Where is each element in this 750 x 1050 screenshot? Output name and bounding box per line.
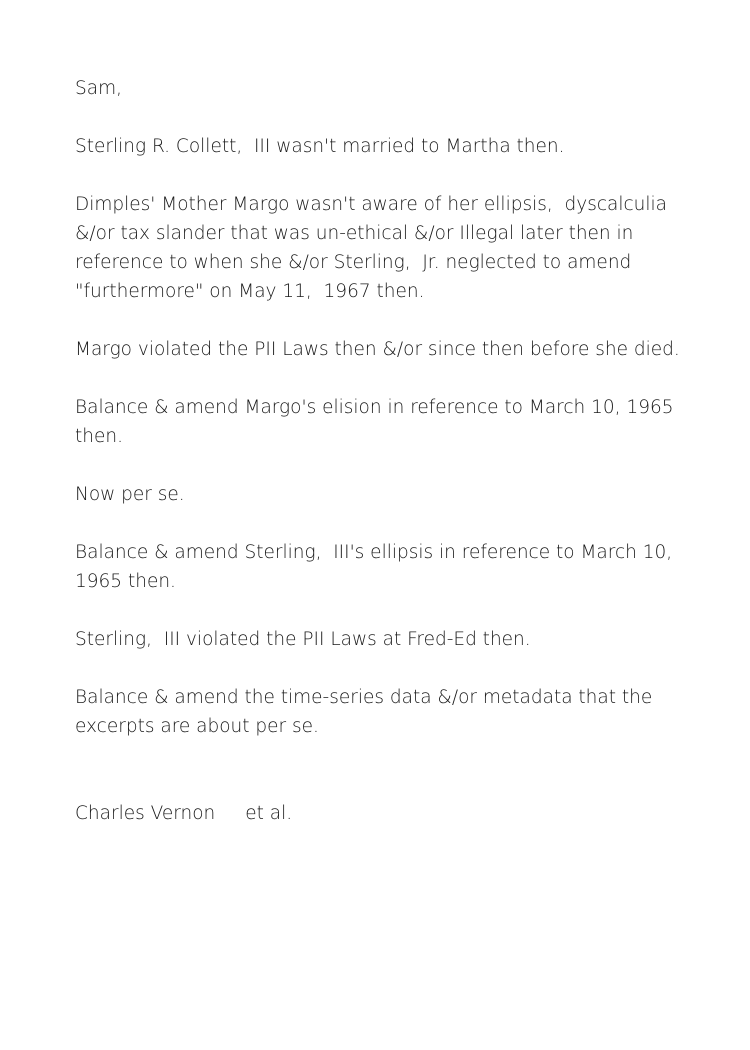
signature-name: Charles Vernon xyxy=(75,803,216,824)
paragraph-margo-elision: Balance & amend Margo's elision in reference to March 10, 1965 then. xyxy=(75,397,680,447)
salutation: Sam, xyxy=(75,78,122,99)
signature-block xyxy=(75,799,690,828)
paragraph-now-per-se: Now per se. xyxy=(75,484,185,505)
signature-suffix: et al. xyxy=(245,803,293,824)
paragraph-sterling-violation: Sterling, III violated the PII Laws at Fred-Ed then. xyxy=(75,629,531,650)
paragraph-margo-violation: Margo violated the PII Laws then &/or since then before she died. xyxy=(75,339,680,360)
paragraph-collett-marriage: Sterling R. Collett, III wasn't married to Martha then. xyxy=(75,136,565,157)
paragraph-sterling-ellipsis: Balance & amend Sterling, III's ellipsis in reference to March 10, 1965 then. xyxy=(75,542,679,592)
paragraph-margo-awareness: Dimples' Mother Margo wasn't aware of her ellipsis, dyscalculia &/or tax slander that was un-ethical &/or Illegal later then in reference to when she &/or Sterling, Jr. neglected to amend "furthermore" on May 11, 1967 then. xyxy=(75,194,673,302)
paragraph-time-series: Balance & amend the time-series data &/or metadata that the excerpts are about per se. xyxy=(75,687,659,737)
letter-body xyxy=(75,74,690,828)
